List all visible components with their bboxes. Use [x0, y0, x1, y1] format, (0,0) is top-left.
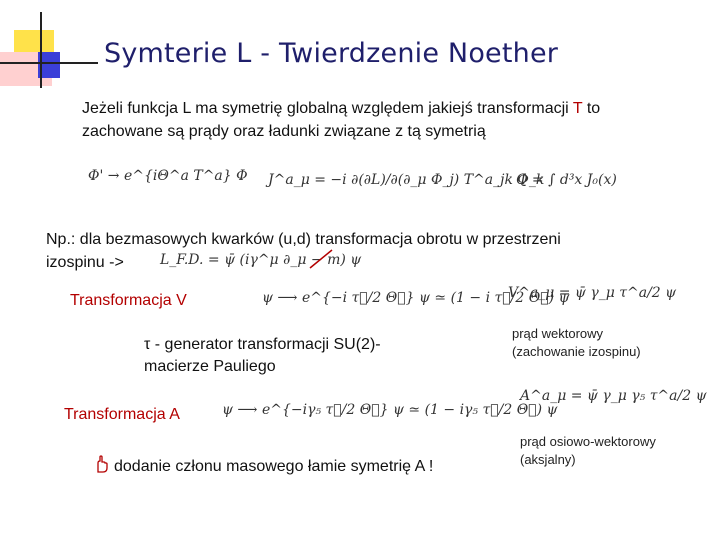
example-line1: Np.: dla bezmasowych kwarków (u,d) transformacja obrotu w przestrzeni [46, 231, 561, 248]
transform-v-label: Transformacja V [70, 292, 187, 309]
equation-axial-current: A^a_μ = ψ̄ γ_μ γ₅ τ^a/2 ψ [520, 388, 707, 404]
equation-v-transform: ψ ⟶ e^{−i τ⃗/2 Θ⃗} ψ ≃ (1 − i τ⃗/2 Θ⃗) ψ [262, 290, 570, 306]
strikeout-mark [308, 248, 334, 270]
intro-to: to [586, 100, 601, 117]
hand-glyph [94, 455, 110, 473]
decor-vertical-line [40, 12, 42, 88]
intro-line1: Jeżeli funkcja L ma symetrię globalną względem jakiejś transformacji [82, 100, 569, 117]
vector-note1: prąd wektorowy [512, 326, 604, 341]
intro-T: T [572, 100, 583, 117]
equation-charge: Q = ∫ d³x J₀(x) [516, 172, 617, 188]
tau-line2: macierze Pauliego [144, 358, 276, 375]
equation-noether-current: J^a_μ = −i ∂(∂L)/∂(∂_μ Φ_j) T^a_jk Φ_k [268, 172, 545, 188]
tau-line1: τ - generator transformacji SU(2)- [144, 336, 381, 353]
warning-hand-icon [94, 455, 110, 473]
equation-vector-current: V^a_μ = ψ̄ γ_μ τ^a/2 ψ [508, 285, 677, 301]
example-line2: izospinu -> [46, 254, 124, 271]
intro-line1-row [82, 98, 600, 120]
decor-horizontal-line [0, 62, 98, 64]
equation-lagrangian: L_F.D. = ψ̄ (iγ^μ ∂_μ − m) ψ [160, 252, 362, 268]
vector-note2: (zachowanie izospinu) [512, 344, 641, 359]
mass-term-text: dodanie członu masowego łamie symetrię A ! [114, 458, 434, 475]
equation-a-transform: ψ ⟶ e^{−iγ₅ τ⃗/2 Θ⃗} ψ ≃ (1 − iγ₅ τ⃗/2 Θ⃗) ψ [222, 402, 558, 418]
equation-phi-transform: Φ' → e^{iΘ^a T^a} Φ [88, 168, 248, 184]
axial-note2: (aksjalny) [520, 452, 576, 467]
mass-strikeout [308, 248, 334, 270]
slide-title: Symterie L - Twierdzenie Noether [104, 38, 559, 69]
transform-a-label: Transformacja A [64, 406, 180, 423]
intro-line2: zachowane są prądy oraz ładunki związane z tą symetrią [82, 123, 486, 140]
axial-note1: prąd osiowo-wektorowy [520, 434, 656, 449]
